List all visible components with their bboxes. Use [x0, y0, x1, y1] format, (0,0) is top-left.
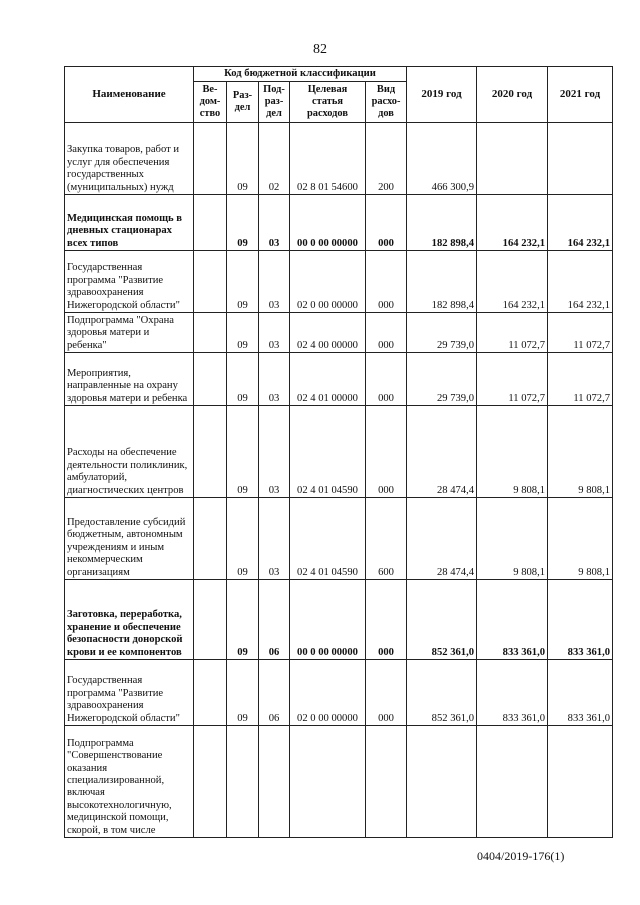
razdel-cell: 09	[227, 660, 259, 726]
table-row	[65, 313, 613, 353]
amount-2020-cell: 9 808,1	[477, 498, 548, 580]
podrazdel-cell: 03	[259, 195, 290, 251]
table-body	[65, 123, 613, 838]
razdel-cell: 09	[227, 313, 259, 353]
vedomstvo-cell	[194, 195, 227, 251]
amount-2021-cell	[548, 726, 613, 838]
razdel-cell: 09	[227, 498, 259, 580]
amount-2021-cell: 11 072,7	[548, 313, 613, 353]
razdel-cell: 09	[227, 123, 259, 195]
table-row	[65, 123, 613, 195]
tselevaya-cell: 02 0 00 00000	[290, 251, 366, 313]
amount-2019-cell: 29 739,0	[407, 313, 477, 353]
vedomstvo-cell	[194, 580, 227, 660]
tselevaya-cell: 02 4 01 04590	[290, 498, 366, 580]
podrazdel-cell: 03	[259, 498, 290, 580]
vid-cell: 200	[366, 123, 407, 195]
amount-2020-cell: 9 808,1	[477, 406, 548, 498]
podrazdel-cell: 02	[259, 123, 290, 195]
tselevaya-cell: 02 8 01 54600	[290, 123, 366, 195]
amount-2019-cell: 466 300,9	[407, 123, 477, 195]
budget-table	[64, 66, 613, 838]
razdel-cell: 09	[227, 580, 259, 660]
tselevaya-cell: 00 0 00 00000	[290, 580, 366, 660]
header-2021: 2021 год	[548, 67, 613, 123]
row-name-cell: Предоставление субсидий бюджетным, автономным учреждениям и иным некоммерческим организациям	[65, 498, 194, 580]
row-name-cell: Заготовка, переработка, хранение и обеспечение безопасности донорской крови и ее компонентов	[65, 580, 194, 660]
vid-cell: 000	[366, 406, 407, 498]
vid-cell: 000	[366, 580, 407, 660]
row-name-cell: Медицинская помощь в дневных стационарах всех типов	[65, 195, 194, 251]
razdel-cell: 09	[227, 251, 259, 313]
table-row	[65, 498, 613, 580]
amount-2019-cell: 28 474,4	[407, 498, 477, 580]
amount-2019-cell: 852 361,0	[407, 660, 477, 726]
header-vid: Вид расхо- дов	[366, 82, 407, 123]
tselevaya-cell: 00 0 00 00000	[290, 195, 366, 251]
header-podrazdel: Под- раз- дел	[259, 82, 290, 123]
amount-2021-cell: 164 232,1	[548, 195, 613, 251]
vedomstvo-cell	[194, 123, 227, 195]
vid-cell: 000	[366, 251, 407, 313]
vid-cell: 000	[366, 195, 407, 251]
amount-2020-cell: 833 361,0	[477, 580, 548, 660]
vid-cell: 000	[366, 353, 407, 406]
row-name-cell: Государственная программа "Развитие здравоохранения Нижегородской области"	[65, 251, 194, 313]
razdel-cell: 09	[227, 406, 259, 498]
table-row	[65, 353, 613, 406]
tselevaya-cell	[290, 726, 366, 838]
tselevaya-cell: 02 4 01 04590	[290, 406, 366, 498]
vedomstvo-cell	[194, 406, 227, 498]
razdel-cell: 09	[227, 195, 259, 251]
vedomstvo-cell	[194, 313, 227, 353]
amount-2021-cell: 164 232,1	[548, 251, 613, 313]
amount-2020-cell: 164 232,1	[477, 251, 548, 313]
page-number: 82	[313, 42, 327, 57]
row-name-cell: Государственная программа "Развитие здравоохранения Нижегородской области"	[65, 660, 194, 726]
podrazdel-cell: 06	[259, 580, 290, 660]
razdel-cell: 09	[227, 353, 259, 406]
amount-2020-cell	[477, 123, 548, 195]
razdel-cell	[227, 726, 259, 838]
header-2020: 2020 год	[477, 67, 548, 123]
vid-cell: 600	[366, 498, 407, 580]
vid-cell: 000	[366, 313, 407, 353]
header-razdel: Раз- дел	[227, 82, 259, 123]
amount-2019-cell: 182 898,4	[407, 251, 477, 313]
podrazdel-cell: 03	[259, 353, 290, 406]
podrazdel-cell: 06	[259, 660, 290, 726]
table-row	[65, 660, 613, 726]
amount-2021-cell	[548, 123, 613, 195]
row-name-cell: Расходы на обеспечение деятельности поликлиник, амбулаторий, диагностических центров	[65, 406, 194, 498]
header-row-1	[65, 67, 613, 82]
amount-2019-cell: 28 474,4	[407, 406, 477, 498]
amount-2019-cell: 29 739,0	[407, 353, 477, 406]
row-name-cell: Мероприятия, направленные на охрану здоровья матери и ребенка	[65, 353, 194, 406]
amount-2021-cell: 833 361,0	[548, 580, 613, 660]
vid-cell	[366, 726, 407, 838]
table-row	[65, 726, 613, 838]
header-name: Наименование	[65, 67, 194, 123]
table-row	[65, 195, 613, 251]
amount-2019-cell	[407, 726, 477, 838]
tselevaya-cell: 02 4 00 00000	[290, 313, 366, 353]
vedomstvo-cell	[194, 353, 227, 406]
podrazdel-cell: 03	[259, 251, 290, 313]
tselevaya-cell: 02 4 01 00000	[290, 353, 366, 406]
header-code-group: Код бюджетной классификации	[194, 67, 407, 82]
amount-2020-cell: 11 072,7	[477, 353, 548, 406]
vedomstvo-cell	[194, 498, 227, 580]
document-code: 0404/2019-176(1)	[477, 849, 565, 863]
header-tselevaya: Целевая статья расходов	[290, 82, 366, 123]
vedomstvo-cell	[194, 251, 227, 313]
row-name-cell: Закупка товаров, работ и услуг для обеспечения государственных (муниципальных) нужд	[65, 123, 194, 195]
amount-2019-cell: 182 898,4	[407, 195, 477, 251]
vid-cell: 000	[366, 660, 407, 726]
amount-2021-cell: 9 808,1	[548, 406, 613, 498]
amount-2021-cell: 9 808,1	[548, 498, 613, 580]
podrazdel-cell: 03	[259, 406, 290, 498]
row-name-cell: Подпрограмма "Охрана здоровья матери и ребенка"	[65, 313, 194, 353]
podrazdel-cell	[259, 726, 290, 838]
table-row	[65, 406, 613, 498]
vedomstvo-cell	[194, 660, 227, 726]
amount-2020-cell: 11 072,7	[477, 313, 548, 353]
amount-2021-cell: 11 072,7	[548, 353, 613, 406]
row-name-cell: Подпрограмма "Совершенствование оказания специализированной, включая высокотехнологичную, медицинской помощи, скорой, в том числе	[65, 726, 194, 838]
table-row	[65, 251, 613, 313]
amount-2020-cell	[477, 726, 548, 838]
table-row	[65, 580, 613, 660]
header-vedomstvo: Ве- дом- ство	[194, 82, 227, 123]
amount-2020-cell: 833 361,0	[477, 660, 548, 726]
amount-2019-cell: 852 361,0	[407, 580, 477, 660]
header-2019: 2019 год	[407, 67, 477, 123]
amount-2020-cell: 164 232,1	[477, 195, 548, 251]
podrazdel-cell: 03	[259, 313, 290, 353]
amount-2021-cell: 833 361,0	[548, 660, 613, 726]
tselevaya-cell: 02 0 00 00000	[290, 660, 366, 726]
vedomstvo-cell	[194, 726, 227, 838]
